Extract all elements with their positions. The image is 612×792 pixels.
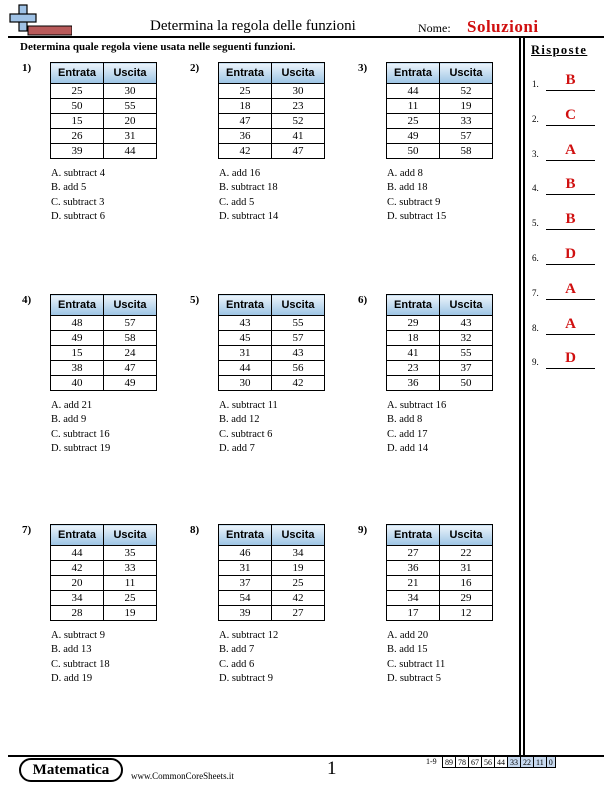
option-item[interactable]: D. subtract 15 (387, 210, 447, 222)
output-header: Uscita (272, 63, 325, 84)
site-url: www.CommonCoreSheets.it (131, 771, 234, 781)
input-cell: 45 (219, 331, 272, 346)
function-table (386, 294, 493, 391)
table-row (219, 591, 325, 606)
option-item[interactable]: D. subtract 14 (219, 210, 279, 222)
page-number: 1 (327, 758, 337, 779)
answer-column-divider (519, 37, 521, 755)
score-range-label: 1-9 (426, 757, 437, 766)
table-row (219, 84, 325, 99)
table-row (51, 346, 157, 361)
problem-number: 5) (190, 294, 200, 306)
table-row (387, 84, 493, 99)
table-row (51, 546, 157, 561)
option-item[interactable]: B. add 18 (387, 182, 428, 194)
option-item[interactable]: C. add 5 (219, 196, 255, 208)
brand-badge: Matematica (19, 758, 123, 782)
problem-card (358, 294, 518, 474)
option-item[interactable]: B. add 15 (387, 644, 428, 656)
output-cell: 47 (272, 144, 325, 159)
input-cell: 25 (387, 114, 440, 129)
answer-value: A (565, 315, 576, 332)
score-cell: 89 (443, 757, 456, 768)
output-header: Uscita (440, 63, 493, 84)
table-row (51, 591, 157, 606)
output-cell: 16 (440, 576, 493, 591)
option-item[interactable]: A. subtract 4 (51, 168, 105, 179)
output-cell: 25 (272, 576, 325, 591)
input-cell: 21 (387, 576, 440, 591)
input-header: Entrata (219, 525, 272, 546)
input-cell: 15 (51, 346, 104, 361)
option-item[interactable]: B. subtract 18 (219, 182, 278, 194)
option-item[interactable]: A. add 8 (387, 168, 423, 179)
output-cell: 12 (440, 606, 493, 621)
input-cell: 39 (51, 144, 104, 159)
table-row (387, 331, 493, 346)
score-cell: 67 (469, 757, 482, 768)
output-cell: 42 (272, 376, 325, 391)
function-table (50, 294, 157, 391)
output-cell: 56 (272, 361, 325, 376)
output-header: Uscita (104, 525, 157, 546)
option-item[interactable]: A. add 20 (387, 630, 429, 641)
problem-number: 7) (22, 524, 32, 536)
answer-options (219, 399, 278, 456)
input-header: Entrata (51, 295, 104, 316)
answer-options (219, 167, 278, 224)
output-cell: 50 (440, 376, 493, 391)
problem-number: 9) (358, 524, 368, 536)
output-cell: 57 (272, 331, 325, 346)
input-header: Entrata (51, 63, 104, 84)
math-logo-icon (6, 2, 72, 36)
option-item[interactable]: D. subtract 9 (219, 672, 273, 684)
table-row (51, 84, 157, 99)
option-item[interactable]: A. subtract 11 (219, 400, 278, 411)
table-row (219, 361, 325, 376)
table-row (51, 331, 157, 346)
answer-column-divider-inner (523, 37, 525, 755)
output-cell: 30 (272, 84, 325, 99)
answer-row (531, 71, 609, 91)
option-item[interactable]: B. add 12 (219, 414, 260, 426)
table-row (387, 546, 493, 561)
table-row (219, 576, 325, 591)
function-table (50, 62, 157, 159)
table-row (387, 376, 493, 391)
table-row (219, 129, 325, 144)
output-cell: 19 (272, 561, 325, 576)
answer-number: 6. (532, 253, 539, 263)
output-cell: 49 (104, 376, 157, 391)
option-item[interactable]: C. add 6 (219, 658, 255, 670)
output-cell: 31 (440, 561, 493, 576)
input-cell: 34 (51, 591, 104, 606)
output-cell: 23 (272, 99, 325, 114)
input-cell: 36 (387, 561, 440, 576)
answer-blank[interactable] (546, 90, 595, 91)
problem-card (358, 62, 518, 242)
score-cell: 78 (456, 757, 469, 768)
answer-options (219, 629, 278, 686)
output-cell: 24 (104, 346, 157, 361)
function-table (218, 62, 325, 159)
table-row (51, 99, 157, 114)
answer-blank[interactable] (546, 160, 595, 161)
option-item[interactable]: D. add 7 (219, 442, 255, 454)
score-cell: 56 (482, 757, 495, 768)
problem-card (22, 62, 182, 242)
header-divider (8, 36, 604, 38)
option-item[interactable]: B. add 8 (387, 414, 423, 426)
output-cell: 52 (272, 114, 325, 129)
option-item[interactable]: B. add 9 (51, 414, 87, 426)
input-cell: 54 (219, 591, 272, 606)
option-item[interactable]: A. add 16 (219, 168, 261, 179)
option-item[interactable]: C. subtract 9 (387, 196, 441, 208)
output-cell: 35 (104, 546, 157, 561)
input-header: Entrata (219, 295, 272, 316)
table-row (51, 114, 157, 129)
option-item[interactable]: C. subtract 11 (387, 658, 446, 670)
output-cell: 20 (104, 114, 157, 129)
output-cell: 31 (104, 129, 157, 144)
output-header: Uscita (440, 295, 493, 316)
answer-row (531, 315, 609, 335)
input-cell: 15 (51, 114, 104, 129)
table-row (219, 376, 325, 391)
input-cell: 46 (219, 546, 272, 561)
option-item[interactable]: D. subtract 6 (51, 210, 105, 222)
table-row (51, 576, 157, 591)
output-header: Uscita (104, 295, 157, 316)
table-row (219, 561, 325, 576)
table-row (387, 114, 493, 129)
output-cell: 52 (440, 84, 493, 99)
answer-row (531, 349, 609, 369)
problem-card (190, 62, 350, 242)
output-cell: 22 (440, 546, 493, 561)
option-item[interactable]: D. subtract 19 (51, 442, 111, 454)
problem-number: 3) (358, 62, 368, 74)
answer-options (51, 399, 110, 456)
output-header: Uscita (440, 525, 493, 546)
function-table (50, 524, 157, 621)
output-cell: 33 (440, 114, 493, 129)
problem-card (190, 524, 350, 704)
answer-number: 4. (532, 183, 539, 194)
input-cell: 17 (387, 606, 440, 621)
input-header: Entrata (219, 63, 272, 84)
table-row (387, 576, 493, 591)
input-cell: 43 (219, 316, 272, 331)
output-cell: 43 (440, 316, 493, 331)
input-header: Entrata (51, 525, 104, 546)
problem-card (22, 524, 182, 704)
answer-blank[interactable] (546, 299, 595, 300)
worksheet-title: Determina la regola delle funzioni (150, 18, 356, 34)
answer-row (531, 210, 609, 230)
function-table (386, 62, 493, 159)
option-item[interactable]: A. subtract 16 (387, 400, 447, 411)
input-cell: 40 (51, 376, 104, 391)
output-cell: 25 (104, 591, 157, 606)
table-row (387, 129, 493, 144)
answer-value: D (565, 246, 576, 262)
input-cell: 49 (51, 331, 104, 346)
table-row (51, 376, 157, 391)
input-cell: 23 (387, 361, 440, 376)
table-row (219, 99, 325, 114)
input-cell: 39 (219, 606, 272, 621)
output-cell: 33 (104, 561, 157, 576)
option-item[interactable]: B. add 13 (51, 644, 92, 656)
answer-blank[interactable] (546, 194, 595, 195)
input-cell: 27 (387, 546, 440, 561)
input-cell: 36 (219, 129, 272, 144)
table-row (51, 129, 157, 144)
input-cell: 34 (387, 591, 440, 606)
answer-value: B (565, 72, 576, 88)
score-cell: 11 (534, 757, 547, 768)
input-cell: 28 (51, 606, 104, 621)
answer-row (531, 175, 609, 195)
solution-label: Soluzioni (467, 17, 539, 36)
output-cell: 42 (272, 591, 325, 606)
answer-value: A (565, 141, 576, 158)
answer-number: 3. (532, 148, 539, 159)
table-row (51, 361, 157, 376)
answer-options (51, 167, 105, 224)
output-cell: 47 (104, 361, 157, 376)
output-header: Uscita (272, 295, 325, 316)
table-row (219, 316, 325, 331)
table-row (387, 316, 493, 331)
problem-number: 4) (22, 294, 32, 306)
option-item[interactable]: D. add 14 (387, 442, 429, 454)
answer-number: 9. (532, 357, 539, 368)
problem-number: 1) (22, 62, 32, 74)
input-cell: 38 (51, 361, 104, 376)
table-row (51, 144, 157, 159)
answer-value: B (565, 176, 576, 193)
answer-blank[interactable] (546, 229, 595, 230)
output-cell: 43 (272, 346, 325, 361)
input-cell: 11 (387, 99, 440, 114)
table-row (219, 546, 325, 561)
input-cell: 30 (219, 376, 272, 391)
option-item[interactable]: C. subtract 18 (51, 658, 110, 670)
name-label: Nome: (418, 21, 451, 35)
output-cell: 57 (104, 316, 157, 331)
output-header: Uscita (272, 525, 325, 546)
input-cell: 25 (219, 84, 272, 99)
answer-row (531, 106, 609, 126)
problem-card (190, 294, 350, 474)
score-cell: 33 (508, 757, 521, 768)
output-cell: 11 (104, 576, 157, 591)
output-cell: 58 (104, 331, 157, 346)
answer-number: 8. (532, 322, 539, 333)
answer-value: C (565, 106, 576, 123)
option-item[interactable]: A. add 21 (51, 400, 93, 411)
output-cell: 57 (440, 129, 493, 144)
score-cell: 44 (495, 757, 508, 768)
answer-value: A (565, 280, 576, 297)
option-item[interactable]: D. add 19 (51, 672, 93, 684)
output-cell: 27 (272, 606, 325, 621)
score-table (442, 756, 556, 768)
input-cell: 42 (219, 144, 272, 159)
input-cell: 44 (51, 546, 104, 561)
option-item[interactable]: C. subtract 3 (51, 196, 105, 208)
answer-options (51, 629, 110, 686)
option-item[interactable]: B. add 5 (51, 182, 87, 194)
input-cell: 47 (219, 114, 272, 129)
input-cell: 18 (387, 331, 440, 346)
output-cell: 34 (272, 546, 325, 561)
answer-number: 1. (532, 79, 539, 89)
output-cell: 55 (440, 346, 493, 361)
option-item[interactable]: C. add 17 (387, 428, 428, 440)
output-cell: 41 (272, 129, 325, 144)
input-cell: 42 (51, 561, 104, 576)
table-row (387, 346, 493, 361)
answer-number: 5. (532, 218, 539, 229)
input-cell: 20 (51, 576, 104, 591)
table-row (387, 606, 493, 621)
table-row (219, 331, 325, 346)
input-cell: 37 (219, 576, 272, 591)
answer-options (387, 629, 445, 686)
output-header: Uscita (104, 63, 157, 84)
input-cell: 26 (51, 129, 104, 144)
answers-heading: Risposte (531, 43, 588, 57)
problem-number: 6) (358, 294, 368, 306)
output-cell: 44 (104, 144, 157, 159)
answer-row (531, 280, 609, 300)
input-cell: 48 (51, 316, 104, 331)
input-cell: 44 (219, 361, 272, 376)
answer-row (531, 245, 609, 265)
table-row (51, 316, 157, 331)
answer-row (531, 141, 609, 161)
input-cell: 50 (387, 144, 440, 159)
instructions: Determina quale regola viene usata nelle seguenti funzioni. (20, 41, 296, 53)
output-cell: 58 (440, 144, 493, 159)
table-row (219, 606, 325, 621)
function-table (386, 524, 493, 621)
input-header: Entrata (387, 295, 440, 316)
output-cell: 55 (272, 316, 325, 331)
input-cell: 31 (219, 346, 272, 361)
output-cell: 29 (440, 591, 493, 606)
answer-number: 7. (532, 287, 539, 298)
answer-value: D (565, 350, 576, 367)
score-cell: 0 (546, 757, 555, 768)
answer-options (387, 399, 446, 456)
answer-blank[interactable] (546, 368, 595, 369)
table-row (387, 591, 493, 606)
option-item[interactable]: B. add 7 (219, 644, 255, 656)
input-cell: 50 (51, 99, 104, 114)
answer-blank[interactable] (546, 334, 595, 335)
output-cell: 30 (104, 84, 157, 99)
table-row (51, 561, 157, 576)
table-row (51, 606, 157, 621)
output-cell: 55 (104, 99, 157, 114)
answer-blank[interactable] (546, 125, 595, 126)
problem-number: 8) (190, 524, 200, 536)
output-cell: 32 (440, 331, 493, 346)
table-row (387, 99, 493, 114)
table-row (387, 361, 493, 376)
output-cell: 19 (440, 99, 493, 114)
option-item[interactable]: C. subtract 16 (51, 428, 110, 440)
option-item[interactable]: A. subtract 12 (219, 630, 279, 641)
input-cell: 36 (387, 376, 440, 391)
answer-blank[interactable] (546, 264, 595, 265)
input-cell: 41 (387, 346, 440, 361)
problem-number: 2) (190, 62, 200, 74)
table-row (387, 144, 493, 159)
input-cell: 31 (219, 561, 272, 576)
option-item[interactable]: C. subtract 6 (219, 428, 273, 440)
table-row (387, 561, 493, 576)
problem-card (22, 294, 182, 474)
option-item[interactable]: A. subtract 9 (51, 630, 105, 641)
function-table (218, 294, 325, 391)
table-row (219, 144, 325, 159)
input-cell: 18 (219, 99, 272, 114)
answer-value: B (565, 211, 576, 228)
score-cell: 22 (521, 757, 534, 768)
output-cell: 19 (104, 606, 157, 621)
function-table (218, 524, 325, 621)
problem-card (358, 524, 518, 704)
table-row (219, 346, 325, 361)
option-item[interactable]: D. subtract 5 (387, 672, 441, 684)
input-header: Entrata (387, 63, 440, 84)
input-header: Entrata (387, 525, 440, 546)
input-cell: 49 (387, 129, 440, 144)
answer-options (387, 167, 446, 224)
input-cell: 44 (387, 84, 440, 99)
input-cell: 25 (51, 84, 104, 99)
table-row (219, 114, 325, 129)
output-cell: 37 (440, 361, 493, 376)
input-cell: 29 (387, 316, 440, 331)
answer-number: 2. (532, 113, 539, 124)
